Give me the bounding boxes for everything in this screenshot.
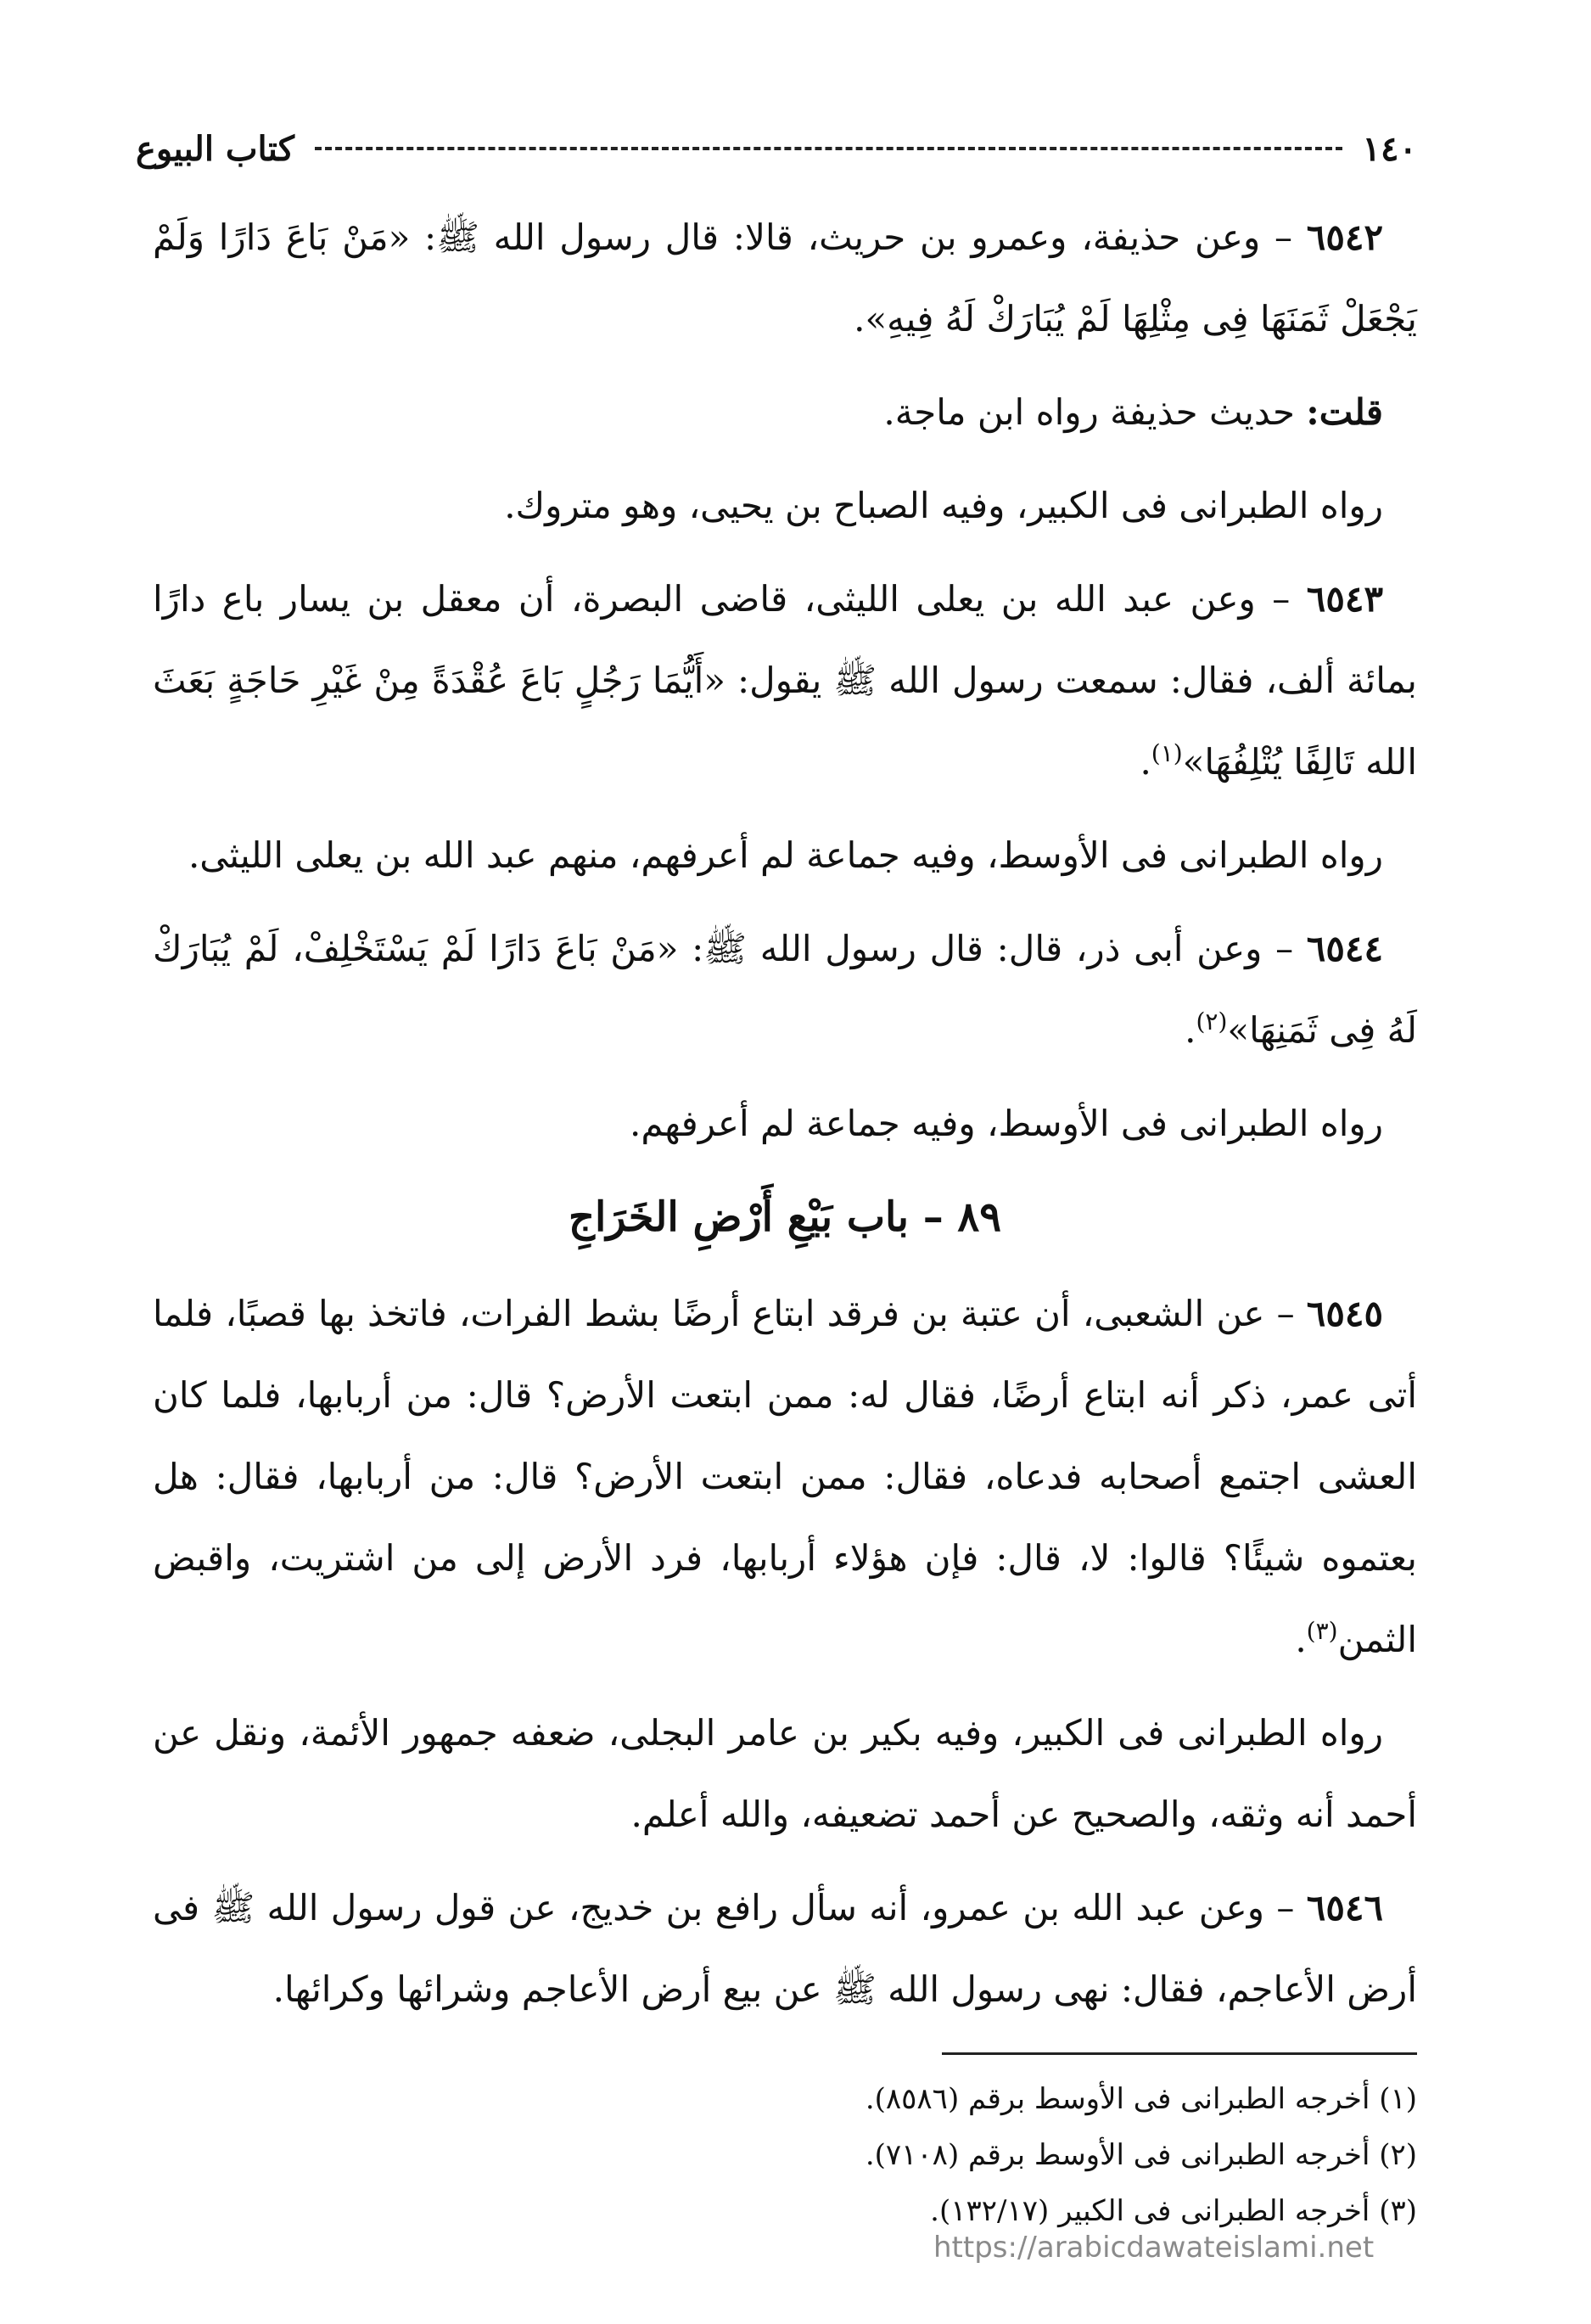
hadith-text: – وعن عبد الله بن يعلى الليثى، قاضى البصرة، أن معقل بن يسار باع دارًا بمائة ألف، فقال: سمعت رسول الله ﷺ يقول: «أَيُّمَا رَجُلٍ بَاعَ عُقْدَةً مِنْ غَيْرِ حَاجَةٍ بَعَثَ الله تَالِفًا يُتْلِفُهَا» (153, 578, 1417, 783)
page-number: ١٤٠ (1362, 128, 1417, 169)
hadith-6546 (153, 1867, 1417, 2030)
hadith-text: – عن الشعبى، أن عتبة بن فرقد ابتاع أرضًا بشط الفرات، فاتخذ بها قصبًا، فلما أتى عمر، ذكر أنه ابتاع أرضًا، فقال له: ممن ابتعت الأرض؟ قال: من أربابها، فلما كان العشى اجتمع أصحابه فدعاه، فقال: ممن ابتعت الأرض؟ قال: من أربابها، فقال: هل بعتموه شيئًا؟ قالوا: لا، قال: فإن هؤلاء أربابها، فرد الأرض إلى من اشتريت، واقبض الثمن (153, 1293, 1417, 1660)
hadith-6543 (153, 559, 1417, 803)
narration-source-6543: رواه الطبرانى فى الأوسط، وفيه جماعة لم أعرفهم، منهم عبد الله بن يعلى الليثى. (188, 834, 1383, 876)
chapter-heading: ٨٩ – باب بَيْعِ أَرْضِ الخَرَاجِ (569, 1193, 1001, 1241)
hadith-end: . (1185, 1009, 1196, 1051)
footnote-divider (942, 2052, 1417, 2055)
footnote-ref-1[interactable]: (١) (1151, 739, 1183, 767)
qult-note (153, 372, 1417, 453)
narration-source-6542: رواه الطبرانى فى الكبير، وفيه الصباح بن يحيى، وهو متروك. (504, 485, 1383, 526)
hadith-number: ٦٥٤٥ (1306, 1293, 1383, 1334)
footnotes (153, 2071, 1417, 2239)
page-body (153, 197, 1417, 2042)
running-title: كتاب البيوع (136, 128, 294, 169)
hadith-end: . (1140, 741, 1151, 783)
hadith-text: – وعن أبى ذر، قال: قال رسول الله ﷺ: «مَنْ بَاعَ دَارًا لَمْ يَسْتَخْلِفْ، لَمْ يُبَارَكْ لَهُ فِى ثَمَنِهَا» (153, 928, 1417, 1051)
hadith-6545 (153, 1273, 1417, 1681)
hadith-number: ٦٥٤٢ (1306, 216, 1383, 258)
narration-source-6544: رواه الطبرانى فى الأوسط، وفيه جماعة لم أعرفهم. (630, 1103, 1383, 1144)
source-url-watermark[interactable]: https://arabicdawateislami.net (933, 2231, 1375, 2265)
hadith-end: . (1295, 1619, 1307, 1660)
header-dashed-rule (315, 147, 1342, 150)
hadith-6542 (153, 197, 1417, 360)
hadith-number: ٦٥٤٤ (1306, 928, 1383, 969)
footnote-1: (١) أخرجه الطبرانى فى الأوسط برقم (٨٥٨٦). (865, 2082, 1417, 2116)
footnote-2: (٢) أخرجه الطبرانى فى الأوسط برقم (٧١٠٨). (865, 2138, 1417, 2172)
qult-text: حديث حذيفة رواه ابن ماجة. (883, 391, 1307, 433)
hadith-number: ٦٥٤٣ (1306, 578, 1383, 620)
hadith-6544 (153, 908, 1417, 1071)
footnote-ref-2[interactable]: (٢) (1196, 1008, 1228, 1036)
footnote-3: (٣) أخرجه الطبرانى فى الكبير (١٣٢/١٧). (930, 2194, 1417, 2228)
footnote-ref-3[interactable]: (٣) (1306, 1617, 1338, 1645)
qult-label: قلت: (1306, 391, 1383, 433)
hadith-number: ٦٥٤٦ (1306, 1887, 1383, 1928)
narration-source-6545: رواه الطبرانى فى الكبير، وفيه بكير بن عامر البجلى، ضعفه جمهور الأئمة، ونقل عن أحمد أنه وثقه، والصحيح عن أحمد تضعيفه، والله أعلم. (153, 1712, 1417, 1835)
hadith-text: – وعن حذيفة، وعمرو بن حريث، قالا: قال رسول الله ﷺ: «مَنْ بَاعَ دَارًا وَلَمْ يَجْعَلْ ثَمَنَهَا فِى مِثْلِهَا لَمْ يُبَارَكْ لَهُ فِيهِ». (153, 216, 1417, 340)
page-header (136, 119, 1417, 178)
hadith-text: – وعن عبد الله بن عمرو، أنه سأل رافع بن خديج، عن قول رسول الله ﷺ فى أرض الأعاجم، فقال: نهى رسول الله ﷺ عن بيع أرض الأعاجم وشرائها وكرائها. (153, 1887, 1417, 2010)
